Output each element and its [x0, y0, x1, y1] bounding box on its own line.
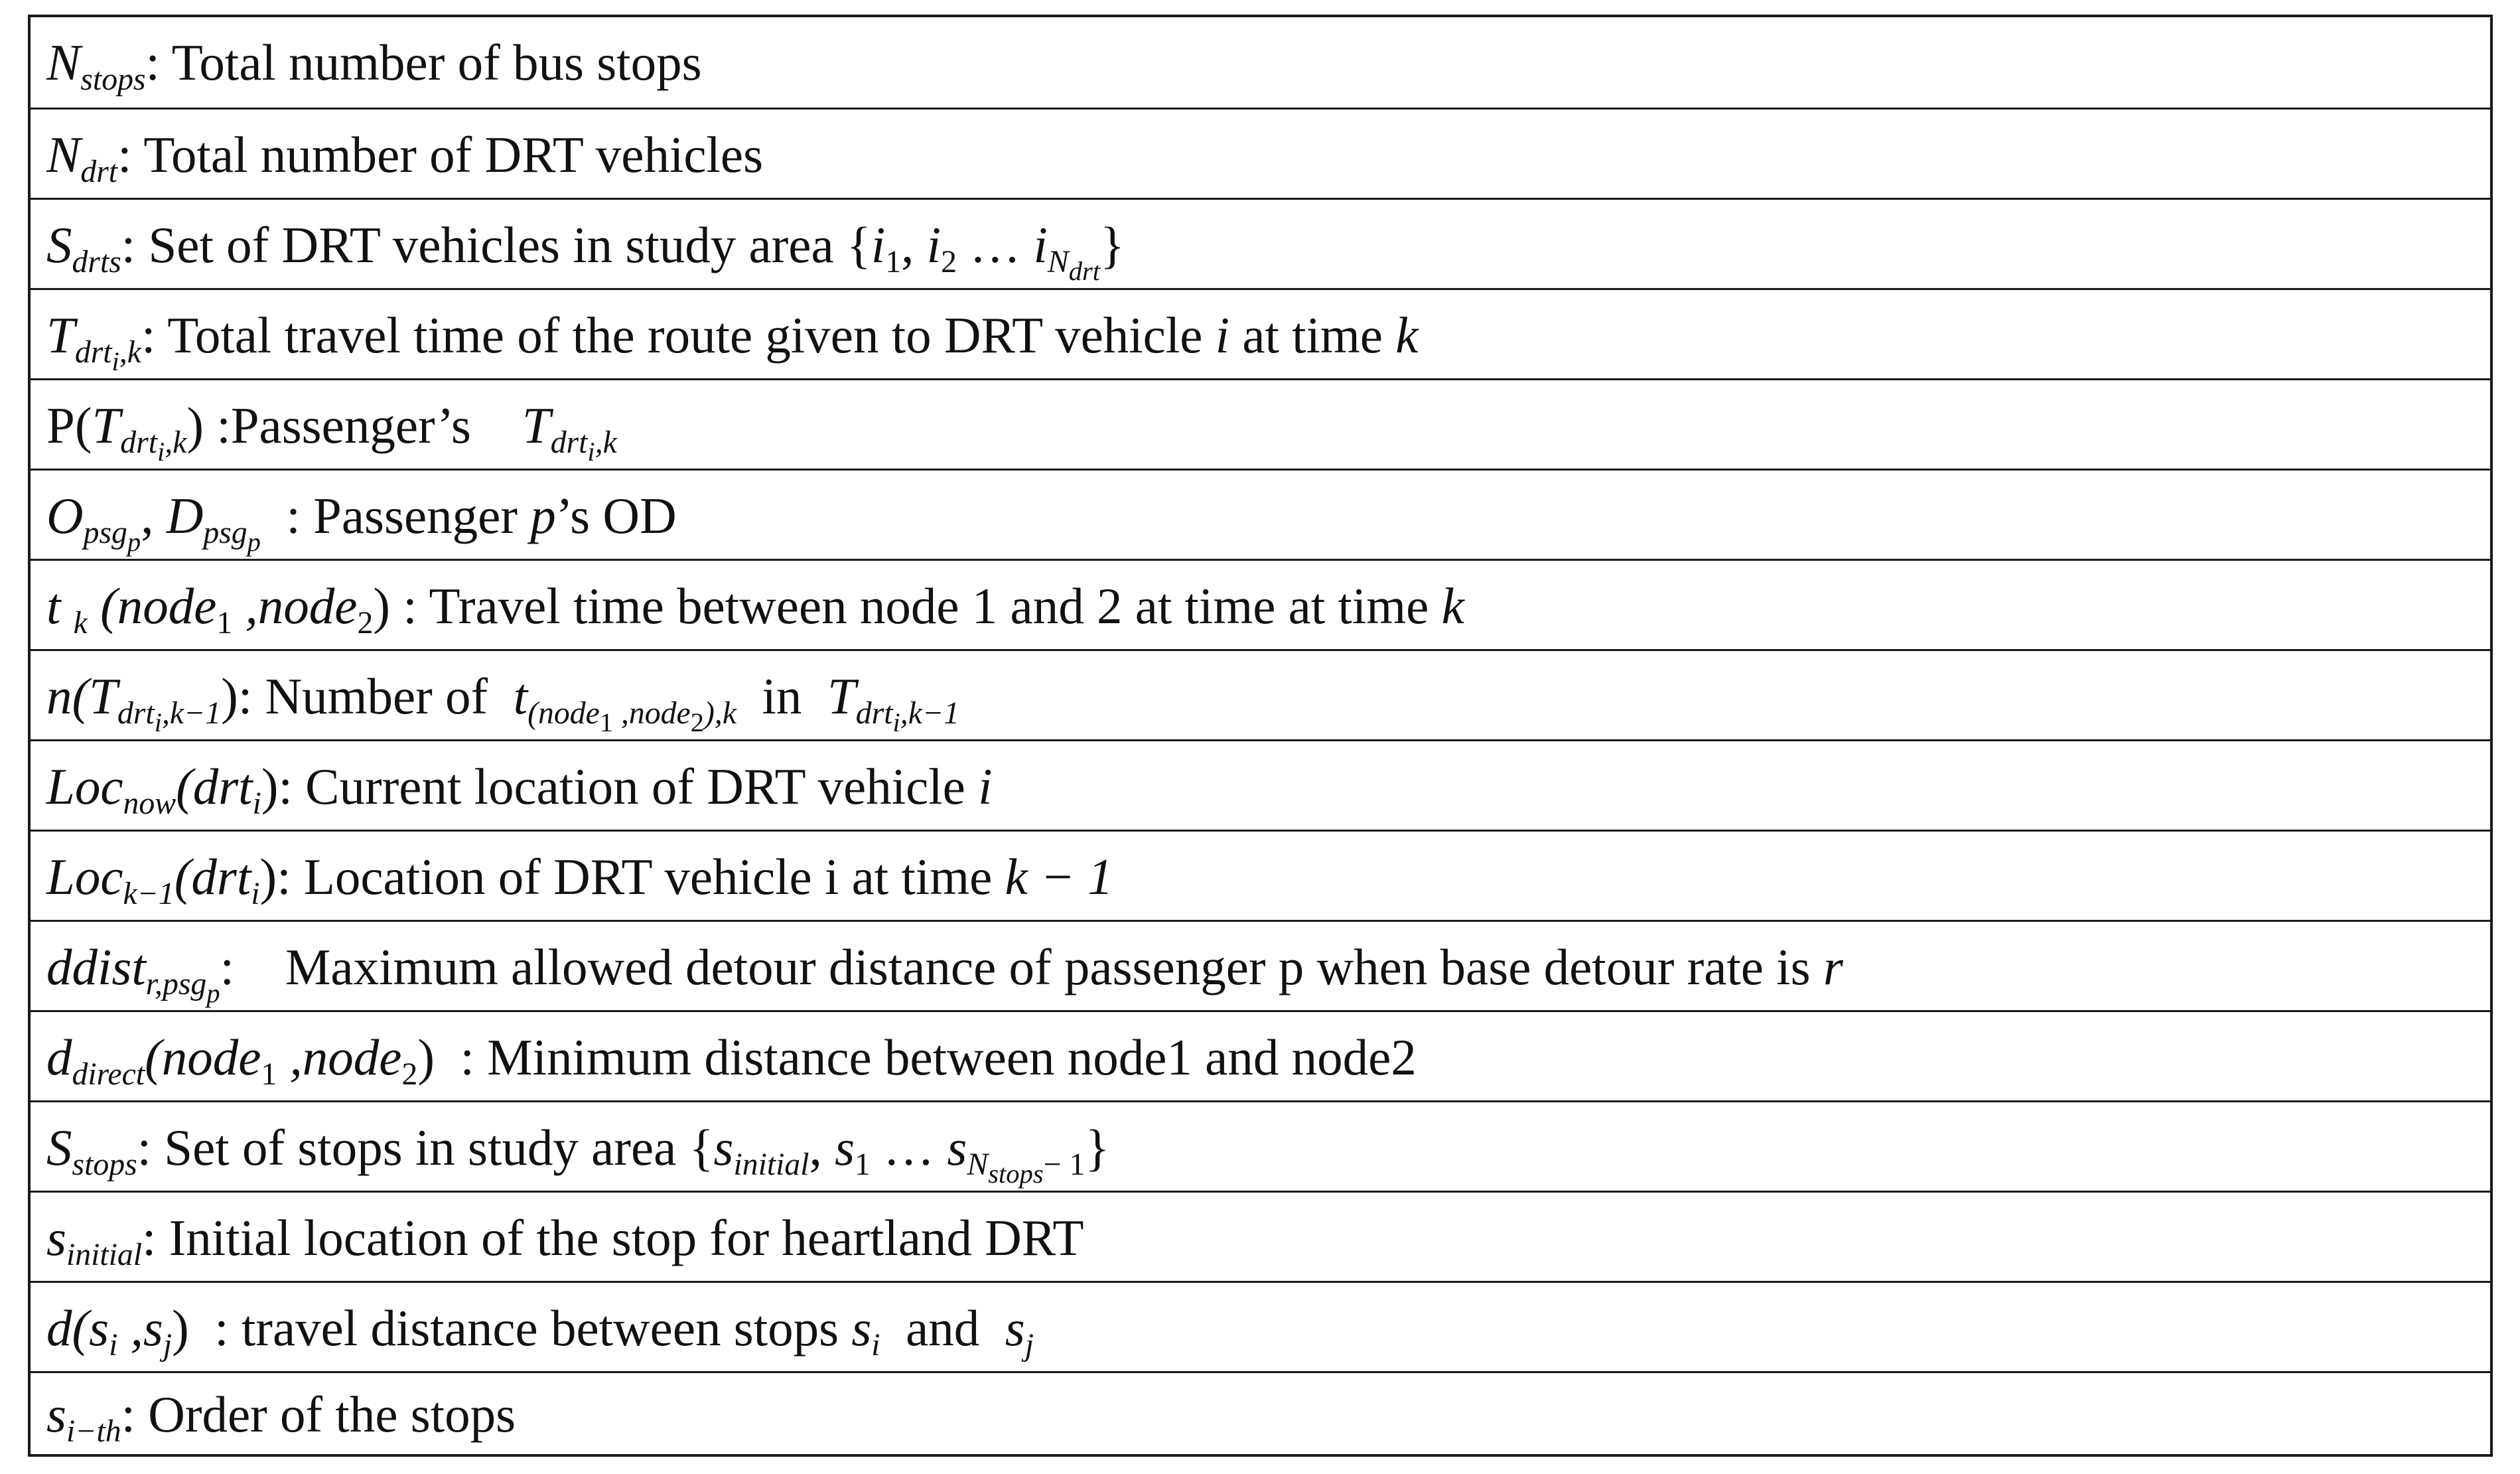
- definition-s-drts: $S_{drts}$: Set of DRT vehicles in study area {$i_1$, $i_2$ … $i_{N_{drt}}$}: [46, 216, 1125, 286]
- table-row: [31, 469, 2490, 559]
- definition-d-direct: $d_{direct}(node_1$ ,node$_2$) : Minimum distance between node1 and node2: [46, 1029, 1417, 1092]
- definition-t-k-nodes: t $_k$ (node$_1$ ,node$_2$) : Travel time between node 1 and 2 at time at time k: [46, 577, 1464, 641]
- table-row: [31, 1191, 2490, 1281]
- table-row: [31, 1371, 2490, 1454]
- definition-n-drt: $N_{drt}$: Total number of DRT vehicles: [46, 126, 764, 190]
- definition-s-i-th: $s_{i-th}$: Order of the stops: [46, 1386, 516, 1449]
- definition-d-stops: $d(s_i$ $,s_j$) : travel distance between stops $s_i$ and $s_j$: [46, 1299, 1034, 1363]
- table-row: [31, 1281, 2490, 1371]
- definitions-table: [28, 15, 2493, 1457]
- table-row: [31, 1010, 2490, 1100]
- table-row: [31, 739, 2490, 830]
- definition-loc-now: Loc$_{now}$(drt$_i$): Current location of DRT vehicle i: [46, 758, 993, 822]
- table-row: [31, 108, 2490, 198]
- table-row: [31, 920, 2490, 1010]
- definition-t-drt: $T_{drt_i,k}$: Total travel time of the route given to DRT vehicle i at time k: [46, 307, 1419, 376]
- definition-s-stops: $S_{stops}$: Set of stops in study area {$s_{initial}$, $s_1$ … $s_{N_{stops}- 1}$}: [46, 1119, 1110, 1189]
- definition-s-initial: $s_{initial}$: Initial location of the stop for heartland DRT: [46, 1209, 1084, 1273]
- table-row: [31, 559, 2490, 649]
- table-row: [31, 198, 2490, 288]
- table-row: [31, 378, 2490, 469]
- table-row: [31, 1100, 2490, 1191]
- definition-ddist: ddist$_{r,psg_p}$: Maximum allowed detour distance of passenger p when base detour rate is r: [46, 938, 1843, 1008]
- table-row: [31, 288, 2490, 378]
- definition-loc-k-minus-1: Loc$_{k-1}$(drt$_i$): Location of DRT vehicle i at time k − 1: [46, 848, 1113, 912]
- table-row: [31, 17, 2490, 108]
- table-row: [31, 649, 2490, 739]
- definition-n-stops: $N_{stops}$: Total number of bus stops: [46, 34, 702, 98]
- table-row: [31, 830, 2490, 920]
- definition-od: $O_{psg_p}$, $D_{psg_p}$ : Passenger p’s OD: [46, 487, 677, 557]
- definition-n-t-drt: $n(T_{drt_i,k-1})$: Number of $t_{(node_1 ,node_2),k}$ in $T_{drt_i,k-1}$: [46, 668, 959, 737]
- definition-p-t-drt: $P(T_{drt_i,k})$ :Passenger’s $T_{drt_i,k}$: [46, 397, 617, 467]
